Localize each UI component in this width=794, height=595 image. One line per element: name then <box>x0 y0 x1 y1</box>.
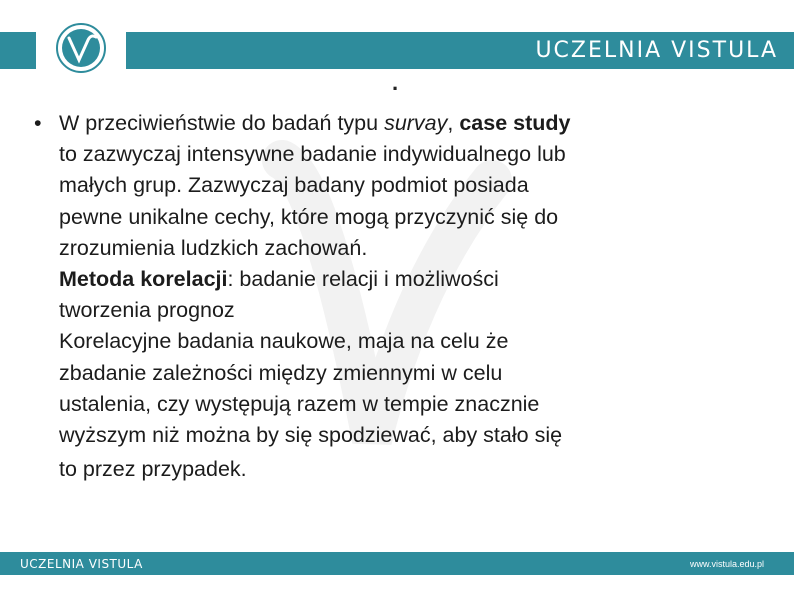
paragraph-line: małych grup. Zazwyczaj badany podmiot posiada <box>59 173 529 198</box>
paragraph-line: to zazwyczaj intensywne badanie indywidualnego lub <box>59 142 566 167</box>
brand-name-header: UCZELNIA VISTULA <box>535 38 778 63</box>
paragraph-line <box>59 264 764 295</box>
bold-term: Metoda korelacji <box>59 267 228 292</box>
paragraph-line: to przez przypadek. <box>59 457 247 482</box>
vistula-logo-icon <box>36 18 126 78</box>
text-run: W przeciwieństwie do badań typu <box>59 111 385 135</box>
brand-name-footer: UCZELNIA VISTULA <box>20 557 143 571</box>
slide-body <box>34 108 764 485</box>
text-run: , <box>447 111 460 135</box>
bullet-marker: • <box>34 111 42 135</box>
paragraph-line: tworzenia prognoz <box>59 298 235 323</box>
bullet-text <box>59 108 764 485</box>
paragraph-line: Korelacyjne badania naukowe, maja na celu że <box>59 329 509 354</box>
university-logo <box>36 18 126 78</box>
paragraph-line: pewne unikalne cechy, które mogą przyczynić się do <box>59 204 559 229</box>
text-run: : badanie relacji i możliwości <box>227 267 499 292</box>
paragraph-line: wyższym niż można by się spodziewać, aby stało się <box>59 423 563 448</box>
footer-url: www.vistula.edu.pl <box>689 559 764 569</box>
paragraph-line: zbadanie zależności między zmiennymi w celu <box>59 360 503 385</box>
italic-term: survay <box>384 111 448 135</box>
slide-title: . <box>392 70 399 95</box>
paragraph-line: zrozumienia ludzkich zachowań. <box>59 235 368 260</box>
paragraph-line <box>59 108 764 139</box>
bold-term: case study <box>459 111 571 135</box>
paragraph-line: ustalenia, czy występują razem w tempie znacznie <box>59 391 540 416</box>
